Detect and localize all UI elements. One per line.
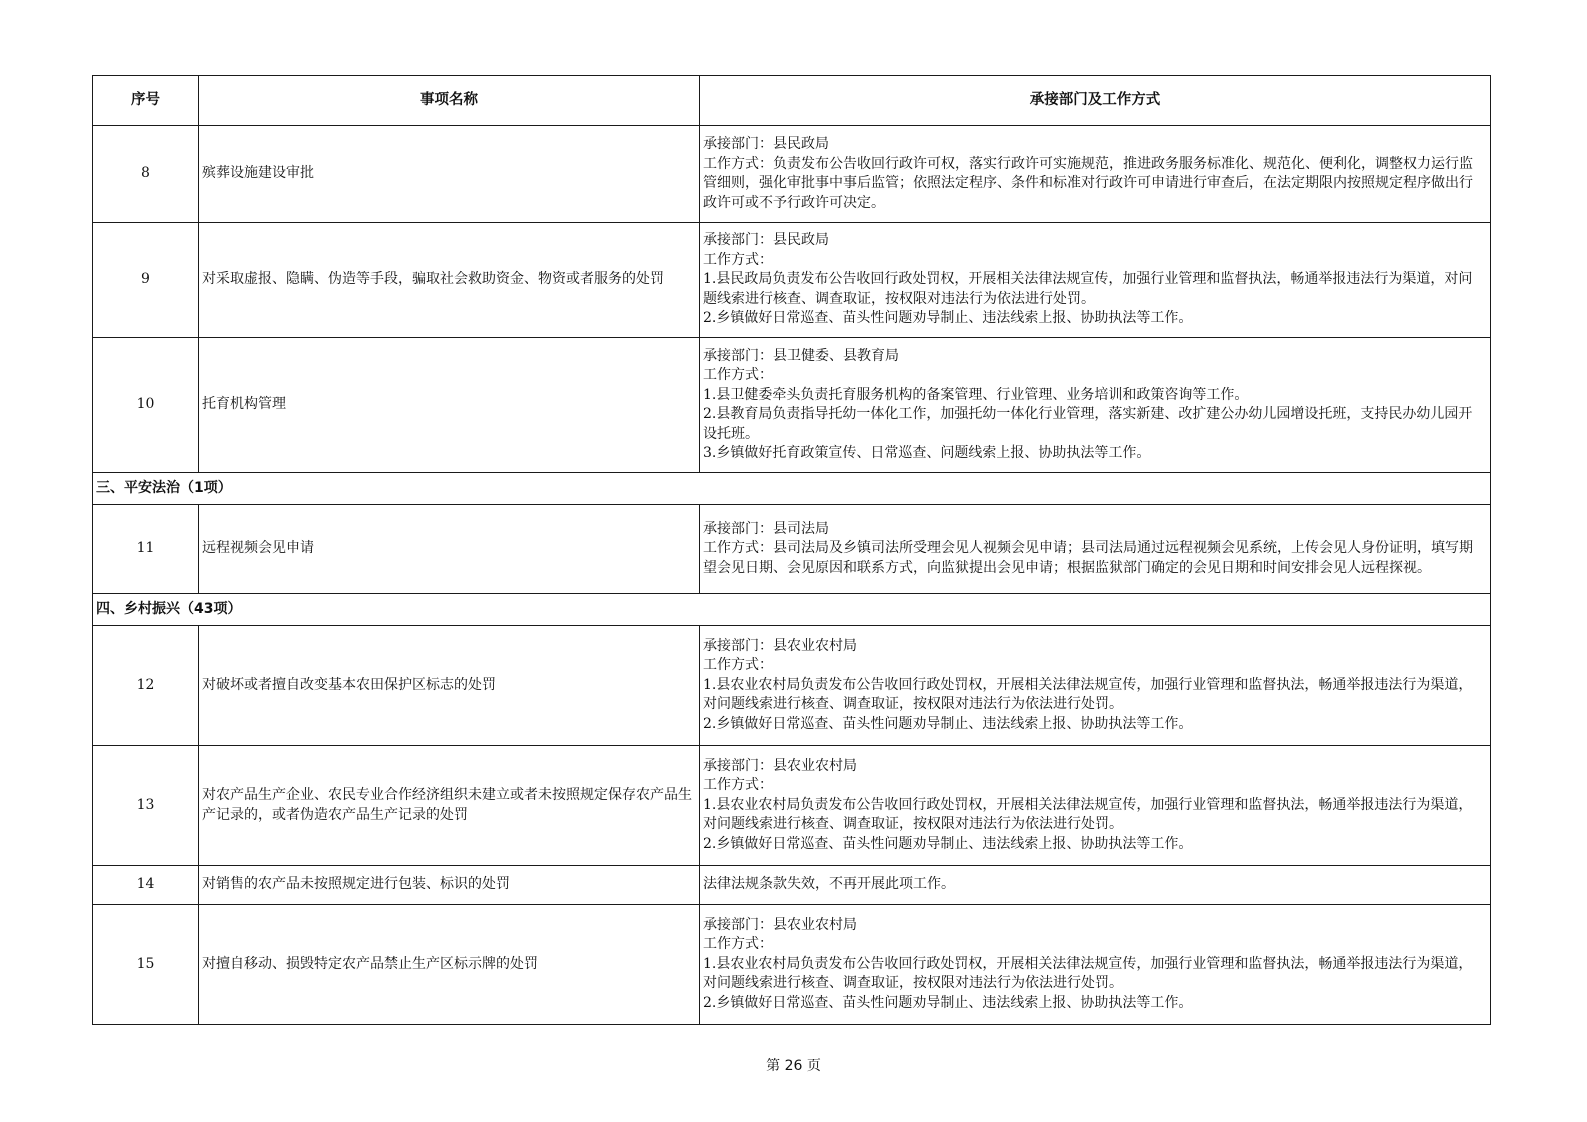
row-dept-method [700,338,1491,473]
dept-line: 承接部门：县民政局 [703,232,829,249]
row-item-name: 殡葬设施建设审批 [199,126,700,223]
row-item-name: 对擅自移动、损毁特定农产品禁止生产区标示牌的处罚 [199,905,700,1025]
row-item-name: 对农产品生产企业、农民专业合作经济组织未建立或者未按照规定保存农产品生产记录的，或者伪造农产品生产记录的处罚 [199,746,700,866]
row-item-name: 对销售的农产品未按照规定进行包装、标识的处罚 [199,866,700,905]
row-item-name: 对采取虚报、隐瞒、伪造等手段，骗取社会救助资金、物资或者服务的处罚 [199,223,700,338]
row-item-name: 远程视频会见申请 [199,505,700,594]
row-number: 9 [93,223,199,338]
row-number: 8 [93,126,199,223]
row-item-name: 托育机构管理 [199,338,700,473]
table-row [93,905,1491,1025]
row-dept-method [700,126,1491,223]
table-row [93,505,1491,594]
table-header-row [93,76,1491,126]
row-number: 13 [93,746,199,866]
dept-line: 工作方式： [703,777,773,794]
section-title: 三、平安法治（1项） [93,473,1491,505]
table-row [93,126,1491,223]
row-item-name: 对破坏或者擅自改变基本农田保护区标志的处罚 [199,626,700,746]
row-number: 11 [93,505,199,594]
dept-line: 1.县卫健委牵头负责托育服务机构的备案管理、行业管理、业务培训和政策咨询等工作。 [703,386,1249,403]
dept-line: 承接部门：县司法局 [703,520,829,537]
header-dept: 承接部门及工作方式 [700,76,1491,126]
dept-line: 工作方式： [703,657,773,674]
row-number: 14 [93,866,199,905]
dept-line: 2.乡镇做好日常巡查、苗头性问题劝导制止、违法线索上报、协助执法等工作。 [703,835,1193,852]
header-no: 序号 [93,76,199,126]
table-row [93,746,1491,866]
row-number: 10 [93,338,199,473]
row-dept-method [700,626,1491,746]
dept-line: 2.乡镇做好日常巡查、苗头性问题劝导制止、违法线索上报、协助执法等工作。 [703,994,1193,1011]
row-number: 15 [93,905,199,1025]
row-dept-method [700,905,1491,1025]
dept-line: 工作方式：负责发布公告收回行政许可权，落实行政许可实施规范，推进政务服务标准化、规范化、便利化，调整权力运行监管细则，强化审批事中事后监管；依照法定程序、条件和标准对行政许可申请进行审查后，在法定期限内按照规定程序做出行政许可或不予行政许可决定。 [703,155,1473,211]
row-dept-method [700,746,1491,866]
row-number: 12 [93,626,199,746]
dept-line: 承接部门：县农业农村局 [703,916,857,933]
dept-line: 3.乡镇做好托育政策宣传、日常巡查、问题线索上报、协助执法等工作。 [703,445,1151,461]
row-dept-method [700,223,1491,338]
section-title: 四、乡村振兴（43项） [93,594,1491,626]
dept-line: 2.县教育局负责指导托幼一体化工作，加强托幼一体化行业管理，落实新建、改扩建公办幼儿园增设托班，支持民办幼儿园开设托班。 [703,406,1473,442]
dept-line: 2.乡镇做好日常巡查、苗头性问题劝导制止、违法线索上报、协助执法等工作。 [703,715,1193,732]
table-row [93,338,1491,473]
dept-line: 1.县农业农村局负责发布公告收回行政处罚权，开展相关法律法规宣传，加强行业管理和监督执法，畅通举报违法行为渠道，对问题线索进行核查、调查取证，按权限对违法行为依法进行处罚。 [703,796,1473,833]
page-number: 第 26 页 [766,1058,821,1074]
dept-line: 工作方式：县司法局及乡镇司法所受理会见人视频会见申请；县司法局通过远程视频会见系统，上传会见人身份证明，填写期望会见日期、会见原因和联系方式，向监狱提出会见申请；根据监狱部门确定的会见日期和时间安排会见人远程探视。 [703,540,1473,576]
table-row [93,866,1491,905]
header-name: 事项名称 [199,76,700,126]
row-dept-method [700,866,1491,905]
dept-line: 工作方式： [703,936,773,953]
dept-line: 承接部门：县卫健委、县教育局 [703,347,899,364]
dept-line: 承接部门：县农业农村局 [703,757,857,774]
dept-line: 法律法规条款失效，不再开展此项工作。 [703,876,955,893]
dept-line: 1.县农业农村局负责发布公告收回行政处罚权，开展相关法律法规宣传，加强行业管理和监督执法，畅通举报违法行为渠道，对问题线索进行核查、调查取证，按权限对违法行为依法进行处罚。 [703,955,1473,992]
dept-line: 承接部门：县民政局 [703,136,829,152]
dept-line: 1.县农业农村局负责发布公告收回行政处罚权，开展相关法律法规宣传，加强行业管理和监督执法，畅通举报违法行为渠道，对问题线索进行核查、调查取证，按权限对违法行为依法进行处罚。 [703,676,1473,713]
table-row [93,626,1491,746]
dept-line: 承接部门：县农业农村局 [703,637,857,654]
dept-line: 工作方式： [703,251,773,268]
table-row [93,223,1491,338]
dept-line: 2.乡镇做好日常巡查、苗头性问题劝导制止、违法线索上报、协助执法等工作。 [703,310,1193,327]
items-table [92,75,1491,1025]
section-header-row [93,473,1491,505]
section-header-row [93,594,1491,626]
dept-line: 1.县民政局负责发布公告收回行政处罚权，开展相关法律法规宣传，加强行业管理和监督执法，畅通举报违法行为渠道，对问题线索进行核查、调查取证，按权限对违法行为依法进行处罚。 [703,271,1473,307]
row-dept-method [700,505,1491,594]
dept-line: 工作方式： [703,367,773,383]
